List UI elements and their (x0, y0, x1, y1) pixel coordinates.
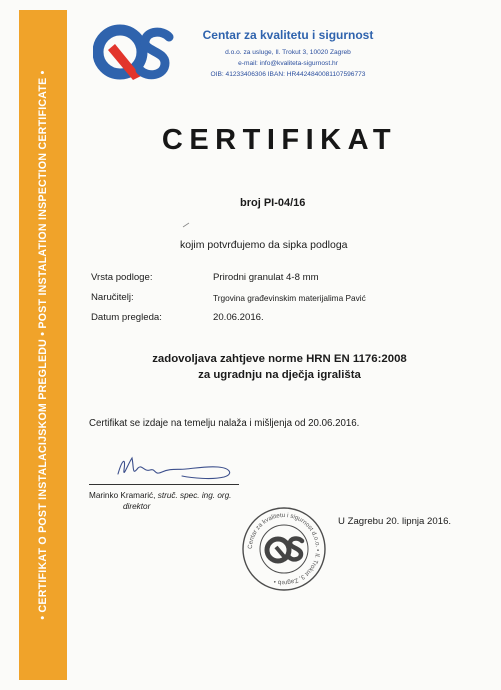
signer-name (89, 491, 231, 500)
standard-line-1: zadovoljava zahtjeve norme HRN EN 1176:2008 (152, 353, 407, 365)
field-label-type: Vrsta podloge: (91, 272, 153, 283)
place-and-date: U Zagrebu 20. lipnja 2016. (338, 516, 452, 527)
logo-text: QS (93, 24, 95, 25)
stamp-ring-text: Centar za kvalitetu i sigurnost d.o.o. • Il. Trokut 3, Zagreb • (246, 511, 322, 587)
company-stamp (240, 505, 328, 593)
field-value-type: Prirodni granulat 4-8 mm (213, 272, 319, 283)
stamp-center-text: QS (240, 505, 242, 506)
standard-line-2: za ugradnju na dječja igrališta (198, 369, 361, 381)
certificate-title: CERTIFIKAT (161, 124, 398, 156)
field-label-date: Datum pregleda: (91, 312, 162, 323)
standard-statement (0, 351, 501, 383)
signer-title: struč. spec. ing. org. (157, 491, 232, 500)
basis-text: Certifikat se izdaje na temelju nalaža i mišljenja od 20.06.2016. (89, 418, 360, 429)
signer-role: direktor (123, 502, 151, 511)
company-address: d.o.o. za usluge, Il. Trokut 3, 10020 Zagreb (225, 49, 351, 56)
confirm-text: kojim potvrđujemo da sipka podloga (180, 239, 348, 251)
field-value-date: 20.06.2016. (213, 312, 264, 323)
side-band-text: • CERTIFIKAT O POST INSTALACIJSKOM PREGLEDU • POST INSTALATION INSPECTION CERTIFICATE • (37, 70, 49, 620)
certificate-number: broj PI-04/16 (240, 197, 306, 209)
field-value-client: Trgovina građevinskim materijalima Pavić (213, 293, 366, 303)
signer-name-text: Marinko Kramarić, (89, 491, 156, 500)
company-ids: OIB: 41233406306 IBAN: HR4424840081107596773 (210, 71, 366, 78)
company-header (178, 28, 398, 80)
pen-mark-icon (182, 222, 190, 228)
company-name: Centar za kvalitetu i sigurnost (202, 28, 374, 42)
svg-text:Centar za kvalitetu i sigurnos (247, 512, 321, 586)
qs-logo (93, 24, 175, 84)
field-label-client: Naručitelj: (91, 292, 134, 303)
company-email: e-mail: info@kvaliteta-sigurnost.hr (238, 60, 338, 67)
signature-line (89, 484, 239, 485)
